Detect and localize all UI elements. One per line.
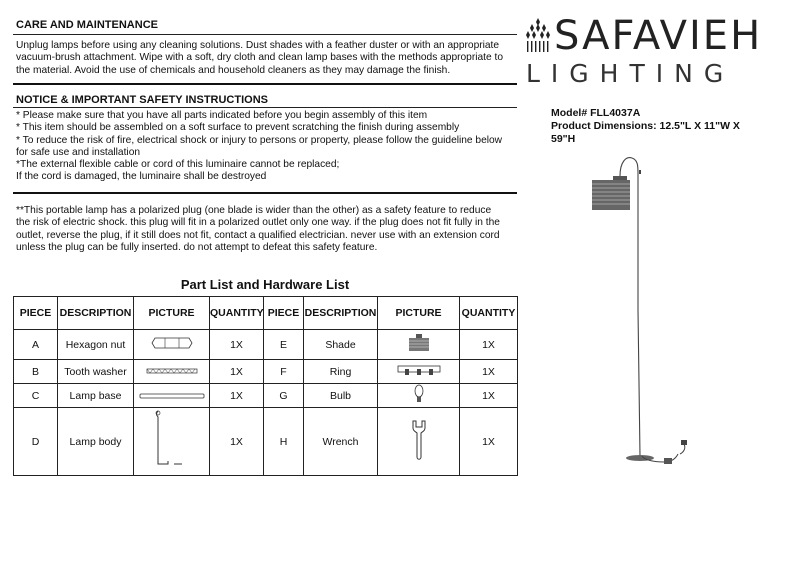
table-row <box>14 408 518 476</box>
table-header-row <box>14 297 518 330</box>
care-title: CARE AND MAINTENANCE <box>16 19 158 31</box>
header-piece: PIECE <box>264 297 304 330</box>
quantity-cell: 1X <box>460 408 518 476</box>
table-row <box>14 330 518 360</box>
safety-title: NOTICE & IMPORTANT SAFETY INSTRUCTIONS <box>16 94 268 106</box>
table-row <box>14 360 518 384</box>
plug-line: outlet, reverse the plug, if it still does not fit, contact a qualified electrician. never use with an extension cord <box>16 229 500 241</box>
quantity-cell: 1X <box>210 360 264 384</box>
quantity-cell: 1X <box>210 384 264 408</box>
divider <box>13 107 517 108</box>
table-row <box>14 384 518 408</box>
description-cell: Hexagon nut <box>58 330 134 360</box>
piece-cell: D <box>14 408 58 476</box>
divider <box>13 83 517 85</box>
plug-line: **This portable lamp has a polarized plug (one blade is wider than the other) as a safety feature to reduce <box>16 205 492 216</box>
brand-name: SAFAVIEH <box>554 13 763 59</box>
piece-cell: E <box>264 330 304 360</box>
safety-line: *The external flexible cable or cord of this luminaire cannot be replaced; <box>16 159 340 171</box>
product-dimensions-height: 59"H <box>551 133 576 145</box>
header-quantity: QUANTITY <box>210 297 264 330</box>
bulb-picture <box>378 384 460 408</box>
description-cell: Bulb <box>304 384 378 408</box>
piece-cell: H <box>264 408 304 476</box>
description-cell: Lamp base <box>58 384 134 408</box>
care-line: the material. Avoid the use of chemicals and household cleaners as they may damage the finish. <box>16 64 451 76</box>
parts-table <box>13 296 518 476</box>
safety-line: for safe use and installation <box>16 146 141 158</box>
piece-cell: C <box>14 384 58 408</box>
header-description: DESCRIPTION <box>304 297 378 330</box>
plug-line: the risk of electric shock. this plug will fit in a polarized outlet only one way. if the plug does not fit fully in the <box>16 217 500 229</box>
piece-cell: B <box>14 360 58 384</box>
header-piece: PIECE <box>14 297 58 330</box>
lamp-body-picture <box>134 408 210 476</box>
plug-text <box>16 205 521 254</box>
lamp-base-picture <box>134 384 210 408</box>
product-dimensions: Product Dimensions: 12.5"L X 11"W X <box>551 120 740 132</box>
care-text <box>16 40 521 77</box>
header-picture: PICTURE <box>134 297 210 330</box>
quantity-cell: 1X <box>460 384 518 408</box>
description-cell: Ring <box>304 360 378 384</box>
safety-text <box>16 110 521 184</box>
wrench-picture <box>378 408 460 476</box>
model-number: Model# FLL4037A <box>551 107 641 119</box>
ring-picture <box>378 360 460 384</box>
header-picture: PICTURE <box>378 297 460 330</box>
parts-title: Part List and Hardware List <box>180 277 350 292</box>
divider <box>13 192 517 194</box>
quantity-cell: 1X <box>460 330 518 360</box>
shade-picture <box>378 330 460 360</box>
care-line: Unplug lamps before using any cleaning solutions. Dust shades with a feather duster or with an appropriate <box>16 40 500 51</box>
tooth-washer-picture <box>134 360 210 384</box>
description-cell: Lamp body <box>58 408 134 476</box>
safety-line: * Please make sure that you have all parts indicated before you begin assembly of this item <box>16 110 428 121</box>
brand-sub: LIGHTING <box>526 59 735 88</box>
header-quantity: QUANTITY <box>460 297 518 330</box>
safety-line: * To reduce the risk of fire, electrical shock or injury to persons or property, please follow the guideline below <box>16 134 503 146</box>
care-line: vacuum-brush attachment. Wipe with a soft, dry cloth and clean lamp bases with the methods appropriate to <box>16 52 503 64</box>
hexagon-nut-picture <box>134 330 210 360</box>
brand-mark-icon <box>524 18 552 57</box>
divider <box>13 34 517 35</box>
safety-line: If the cord is damaged, the luminaire shall be destroyed <box>16 171 267 183</box>
quantity-cell: 1X <box>210 408 264 476</box>
piece-cell: F <box>264 360 304 384</box>
description-cell: Tooth washer <box>58 360 134 384</box>
piece-cell: A <box>14 330 58 360</box>
quantity-cell: 1X <box>460 360 518 384</box>
floor-lamp-illustration <box>580 150 700 475</box>
description-cell: Wrench <box>304 408 378 476</box>
description-cell: Shade <box>304 330 378 360</box>
safety-line: * This item should be assembled on a soft surface to prevent scratching the finish during assembly <box>16 122 460 134</box>
header-description: DESCRIPTION <box>58 297 134 330</box>
quantity-cell: 1X <box>210 330 264 360</box>
plug-line: unless the plug can be fully inserted. do not attempt to defeat this safety feature. <box>16 241 378 253</box>
piece-cell: G <box>264 384 304 408</box>
